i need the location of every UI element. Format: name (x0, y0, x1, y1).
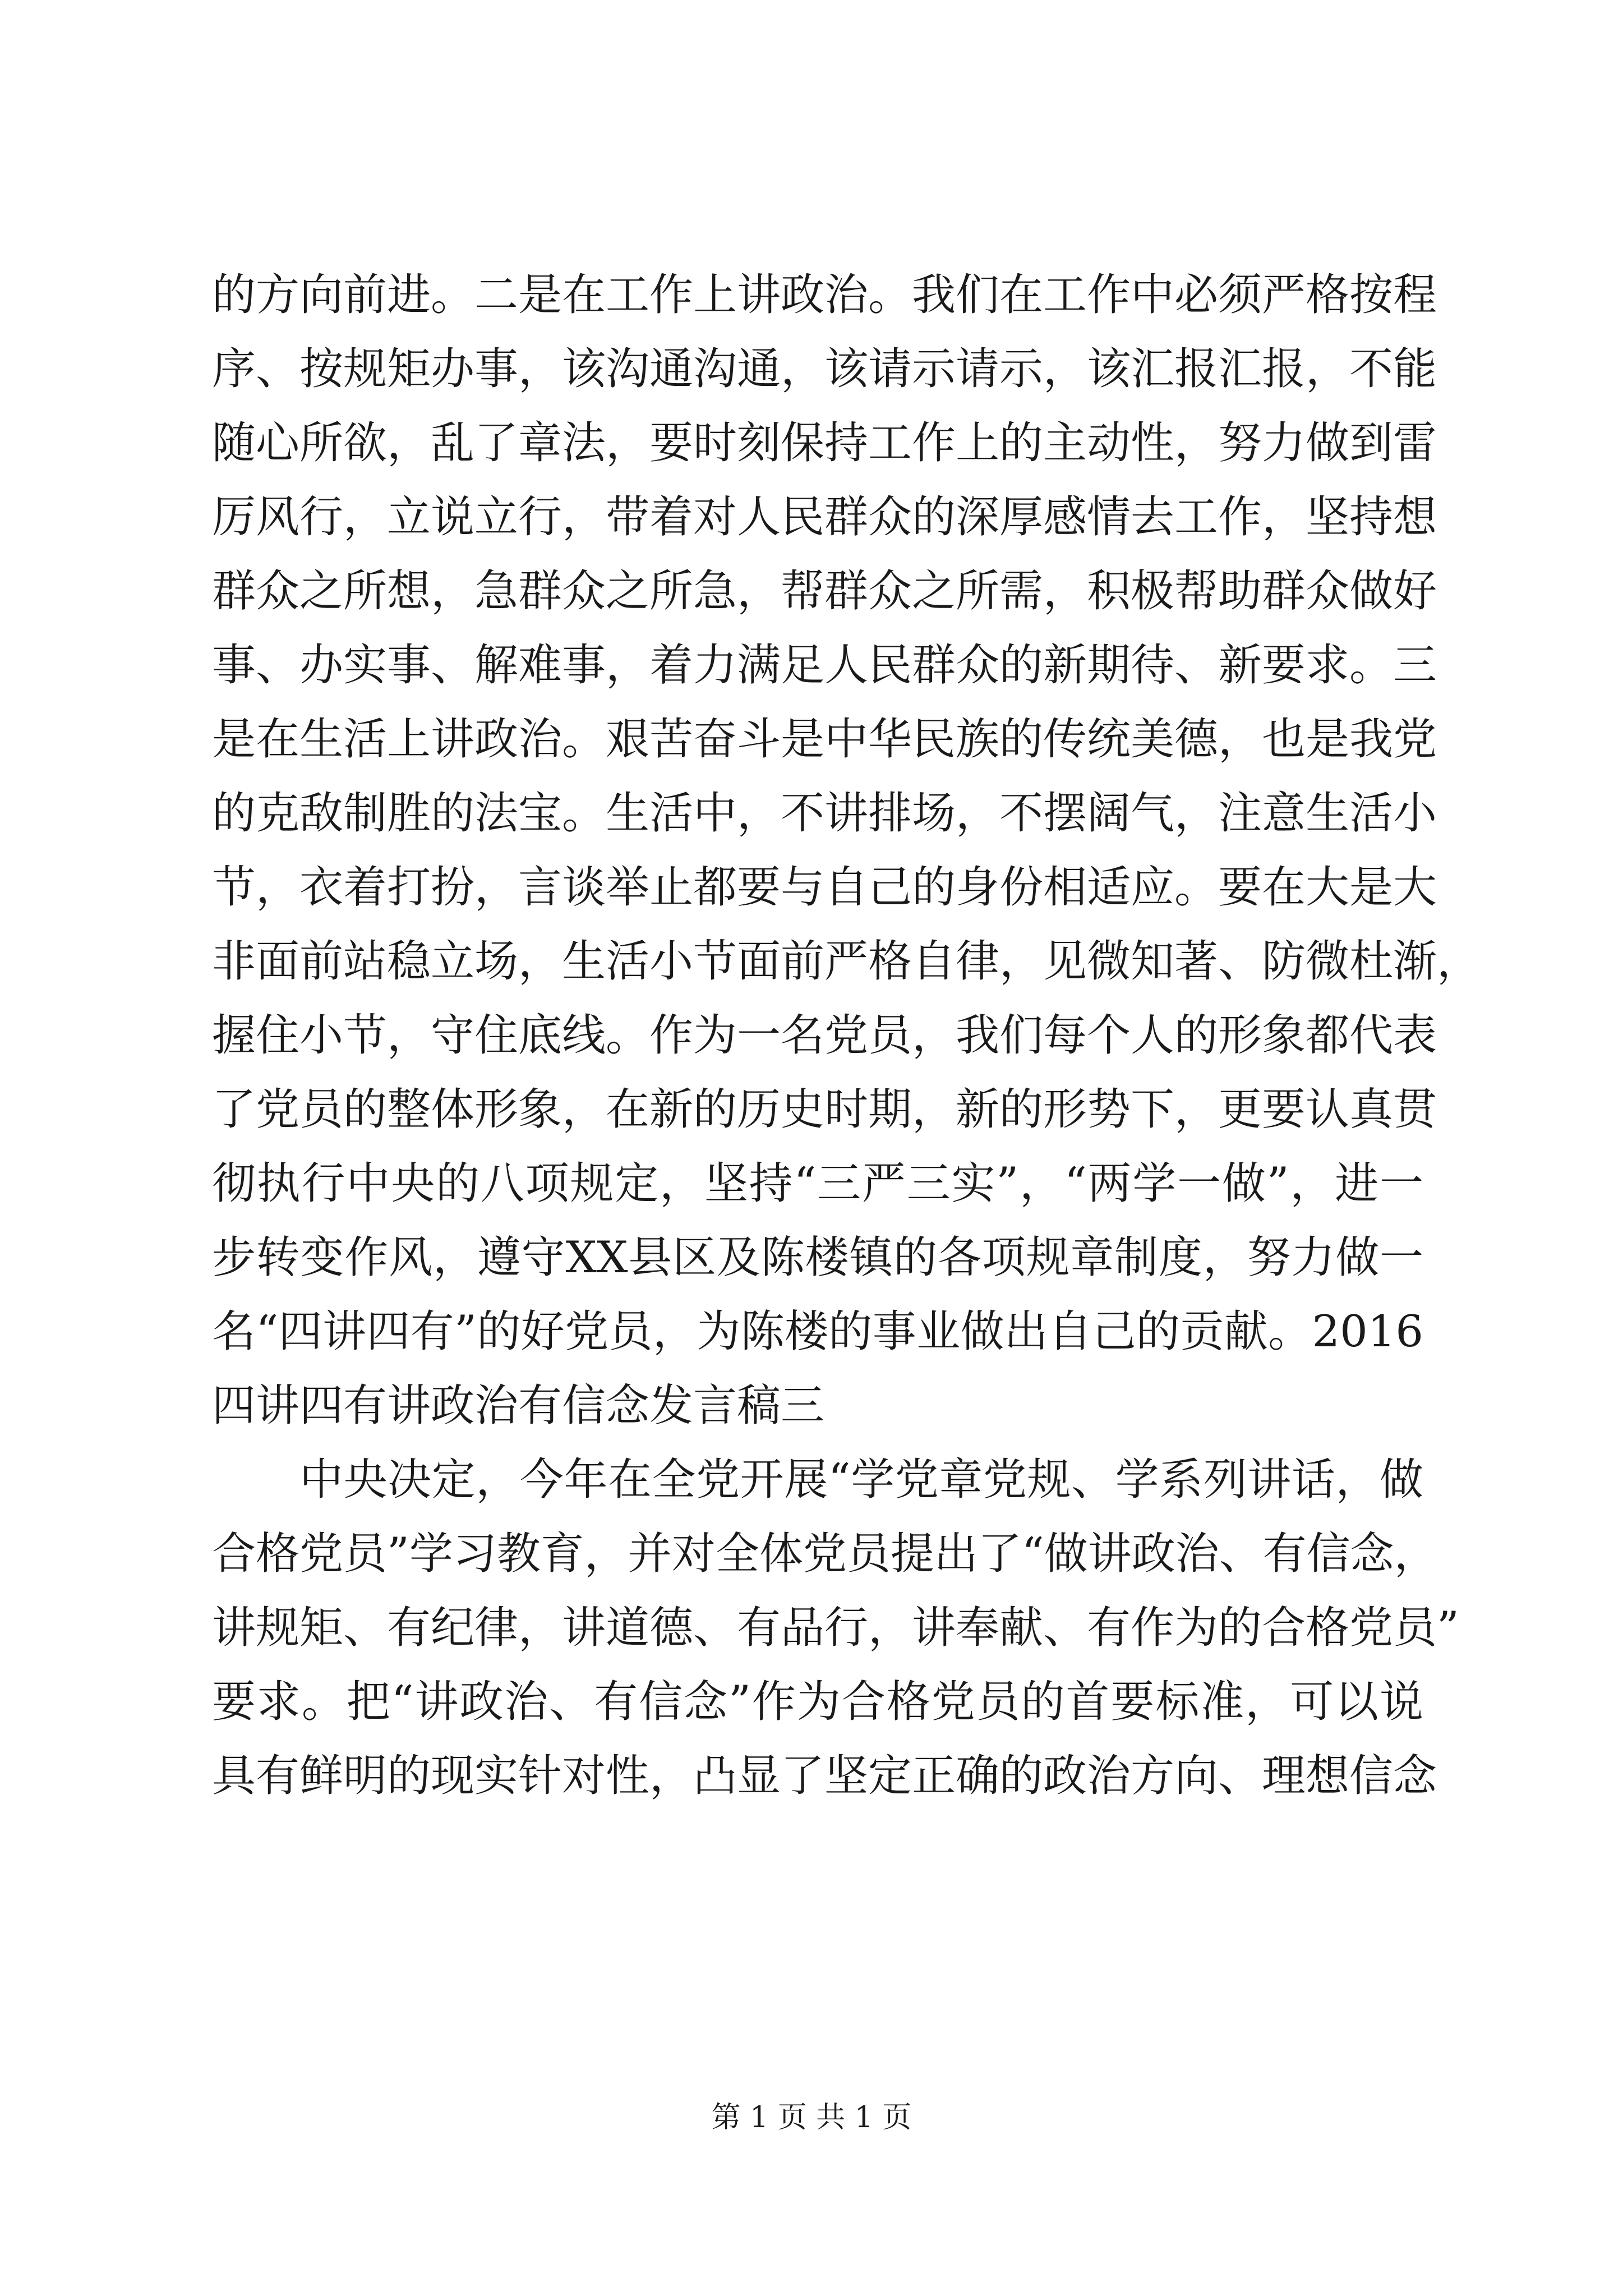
page-number-label: 第 1 页 共 1 页 (711, 2101, 912, 2134)
text-line: 握住小节，守住底线。作为一名党员，我们每个人的形象都代表 (212, 1010, 1437, 1061)
text-line: 四讲四有讲政治有信念发言稿三 (212, 1381, 825, 1431)
text-line: 的方向前进。二是在工作上讲政治。我们在工作中必须严格按程 (212, 270, 1437, 320)
text-line: 随心所欲，乱了章法，要时刻保持工作上的主动性，努力做到雷 (212, 418, 1437, 468)
paragraph-2 (212, 1443, 1459, 1813)
text-line: 彻执行中央的八项规定，坚持“三严三实”，“两学一做”，进一 (212, 1158, 1423, 1209)
text-line: 厉风行，立说立行，带着对人民群众的深厚感情去工作，坚持想 (212, 492, 1437, 542)
text-line: 要求。把“讲政治、有信念”作为合格党员的首要标准，可以说 (212, 1677, 1423, 1727)
text-line: 名“四讲四有”的好党员，为陈楼的事业做出自己的贡献。2016 (212, 1306, 1423, 1357)
text-line: 合格党员”学习教育，并对全体党员提出了“做讲政治、有信念， (212, 1529, 1438, 1579)
text-line: 具有鲜明的现实针对性，凸显了坚定正确的政治方向、理想信念 (212, 1751, 1437, 1801)
document-body (212, 258, 1481, 1813)
text-line: 的克敌制胜的法宝。生活中，不讲排场，不摆阔气，注意生活小 (212, 788, 1437, 839)
text-line: 步转变作风，遵守XX县区及陈楼镇的各项规章制度，努力做一 (212, 1232, 1423, 1283)
text-line: 群众之所想，急群众之所急，帮群众之所需，积极帮助群众做好 (212, 566, 1437, 616)
text-line: 中央决定，今年在全党开展“学党章党规、学系列讲话，做 (299, 1455, 1423, 1505)
text-line: 了党员的整体形象，在新的历史时期，新的形势下，更要认真贯 (212, 1084, 1437, 1135)
text-line: 是在生活上讲政治。艰苦奋斗是中华民族的传统美德，也是我党 (212, 714, 1437, 765)
text-line: 事、办实事、解难事，着力满足人民群众的新期待、新要求。三 (212, 640, 1437, 691)
text-line: 非面前站稳立场，生活小节面前严格自律，见微知著、防微杜渐， (212, 936, 1481, 987)
text-line: 讲规矩、有纪律，讲道德、有品行，讲奉献、有作为的合格党员” (212, 1603, 1459, 1653)
page-footer (0, 2098, 1623, 2137)
text-line: 节，衣着打扮，言谈举止都要与自己的身份相适应。要在大是大 (212, 862, 1437, 913)
text-line: 序、按规矩办事，该沟通沟通，该请示请示，该汇报汇报，不能 (212, 344, 1437, 394)
paragraph-1 (212, 258, 1481, 1443)
